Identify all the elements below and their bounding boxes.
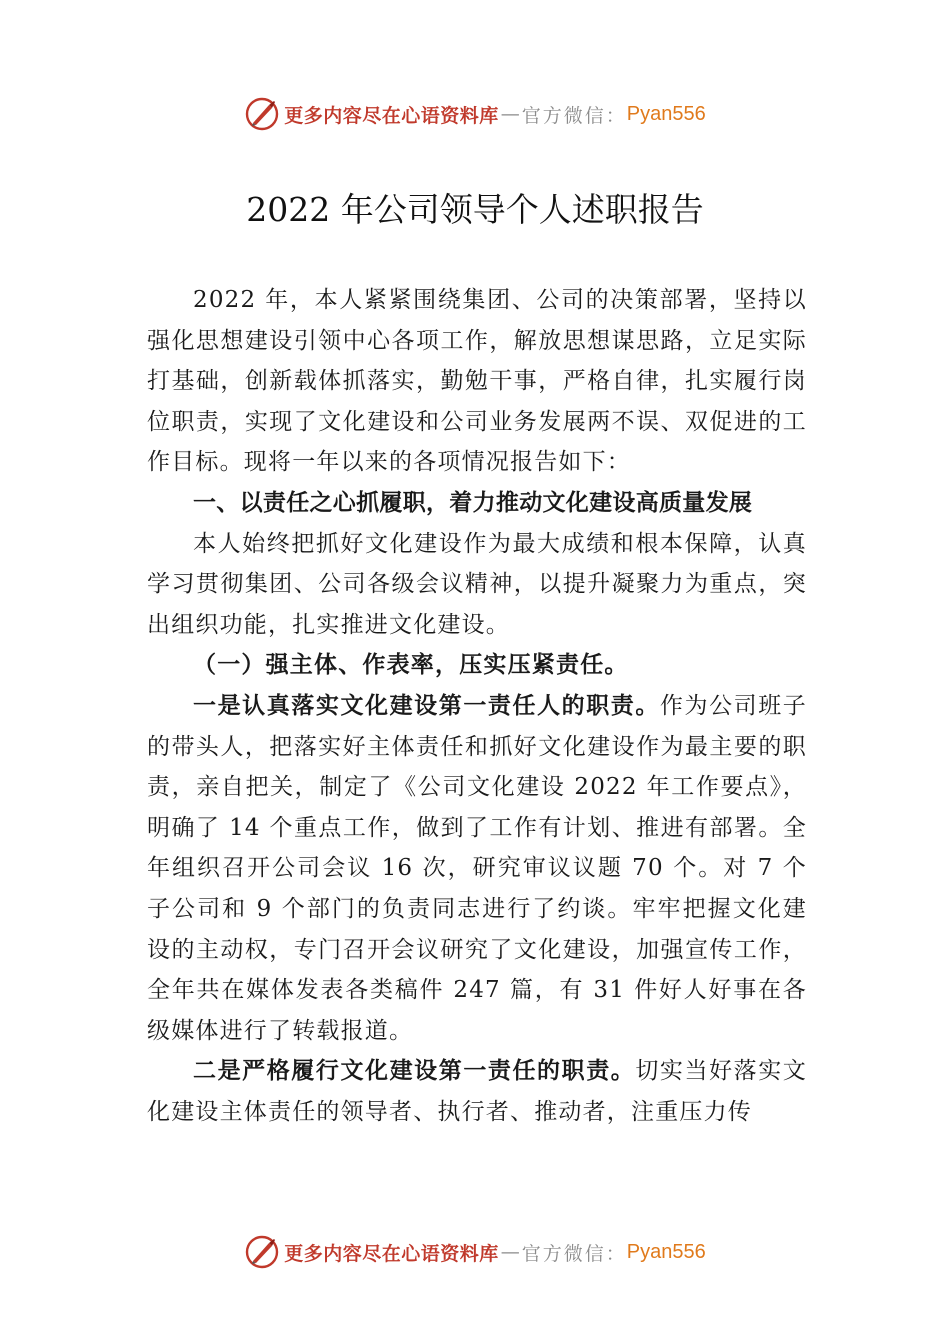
subsection-heading-1: （一）强主体、作表率，压实压紧责任。 [193,651,629,679]
banner-dash: — [500,1241,520,1263]
banner-wechat-id: Pyan556 [626,102,706,125]
item-1-text: 作为公司班子的带头人，把落实好主体责任和抓好文化建设作为最主要的职责，亲自把关，制定了《公司文化建设 2022 年工作要点》，明确了 14 个重点工作，做到了工作有计划、推进有部署。全年组织召开公司会议 16 次，研究审议议题 70 个。对 7 个子公司和 9 个部门的负责同志进行了约谈。牢牢把握文化建设的主动权，专门召开会议研究了文化建设，加强宣传工作，全年共在媒体发表各类稿件 247 篇，有 31 件好人好事在各级媒体进行了转载报道。 [147,692,807,1044]
item-1-lead: 一是认真落实文化建设第一责任人的职责。 [193,691,660,719]
quill-logo-icon [244,96,280,132]
document-body [147,280,807,1132]
banner-brand: 更多内容尽在心语资料库 [284,1242,499,1265]
document-title: 2022 年公司领导个人述职报告 [246,190,704,229]
banner-wechat-id: Pyan556 [626,1240,706,1263]
item-2-text: 切实当好落实文化建设主体责任的领导者、执行者、推动者，注重压力传 [147,1058,807,1125]
banner-wechat-label: 官方微信： [521,1242,627,1265]
banner-dash: — [500,103,520,125]
section-heading-1: 一、以责任之心抓履职，着力推动文化建设高质量发展 [193,488,753,516]
banner-brand: 更多内容尽在心语资料库 [284,104,499,127]
item-2-lead: 二是严格履行文化建设第一责任的职责。 [193,1057,636,1085]
item-2-paragraph [147,1051,807,1132]
banner-wechat-label: 官方微信： [521,104,627,127]
quill-logo-icon [244,1234,280,1270]
intro-paragraph: 2022 年，本人紧紧围绕集团、公司的决策部署，坚持以强化思想建设引领中心各项工作，解放思想谋思路，立足实际打基础，创新载体抓落实，勤勉干事，严格自律，扎实履行岗位职责，实现了文化建设和公司业务发展两不误、双促进的工作目标。现将一年以来的各项情况报告如下： [147,287,807,476]
section-1-paragraph: 本人始终把抓好文化建设作为最大成绩和根本保障，认真学习贯彻集团、公司各级会议精神，以提升凝聚力为重点，突出组织功能，扎实推进文化建设。 [147,530,807,638]
header-banner [0,94,950,134]
footer-banner [0,1232,950,1272]
item-1-paragraph [147,686,807,1051]
